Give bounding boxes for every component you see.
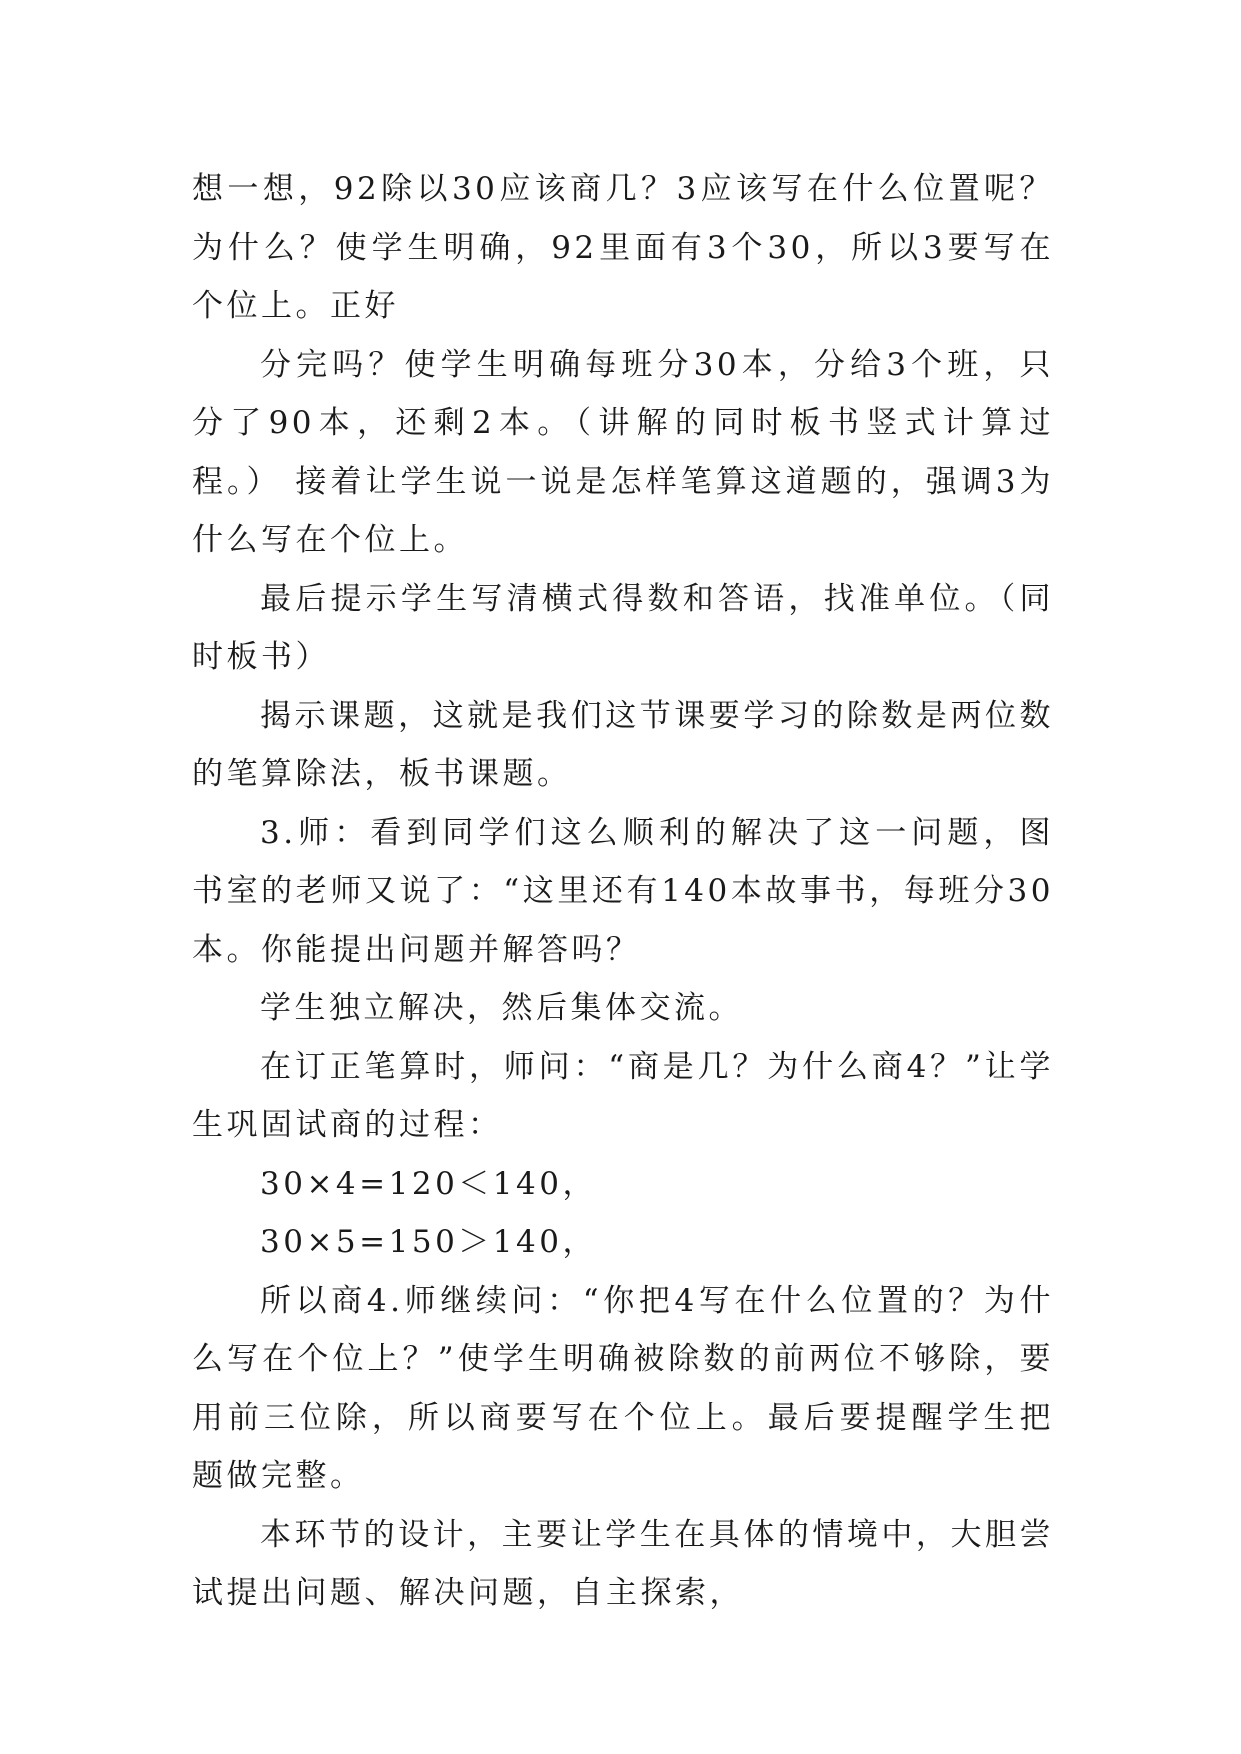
paragraph-2: 分完吗？使学生明确每班分30本，分给3个班，只分了90本，还剩2本。（讲解的同时板书竖式计算过程。） 接着让学生说一说是怎样笔算这道题的，强调3为什么写在个位上。 — [192, 346, 1054, 558]
document-body — [192, 160, 1054, 1623]
paragraph-6: 学生独立解决，然后集体交流。 — [260, 990, 743, 1026]
paragraph-3: 最后提示学生写清横式得数和答语，找准单位。（同时板书） — [192, 580, 1054, 675]
equation-line-1: 30×4=120＜140， — [260, 1165, 597, 1202]
paragraph-9: 本环节的设计，主要让学生在具体的情境中，大胆尝试提出问题、解决问题，自主探索， — [192, 1516, 1054, 1611]
paragraph-7: 在订正笔算时，师问：“商是几？为什么商4？”让学生巩固试商的过程： — [192, 1048, 1054, 1143]
paragraph-4: 揭示课题，这就是我们这节课要学习的除数是两位数的笔算除法，板书课题。 — [192, 697, 1054, 792]
paragraph-8: 所以商4.师继续问：“你把4写在什么位置的？为什么写在个位上？”使学生明确被除数的前两位不够除，要用前三位除，所以商要写在个位上。最后要提醒学生把题做完整。 — [192, 1282, 1054, 1494]
paragraph-1: 想一想，92除以30应该商几？3应该写在什么位置呢？为什么？使学生明确，92里面有3个30，所以3要写在个位上。正好 — [192, 171, 1054, 324]
equation-line-2: 30×5=150＞140， — [260, 1224, 597, 1260]
paragraph-5: 3.师：看到同学们这么顺利的解决了这一问题，图书室的老师又说了：“这里还有140本故事书，每班分30本。你能提出问题并解答吗？ — [192, 814, 1054, 968]
